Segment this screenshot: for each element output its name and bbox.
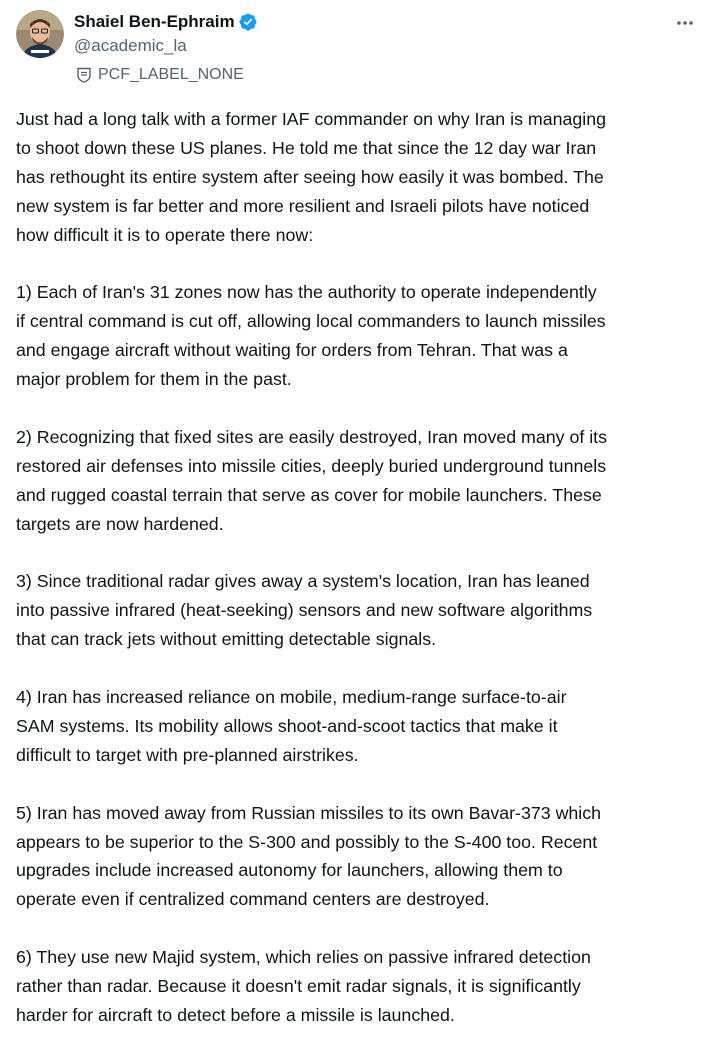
text-line: restored air defenses into missile cities, deeply buried underground tunnels xyxy=(16,455,607,476)
text-line: appears to be superior to the S-300 and possibly to the S-400 too. Recent xyxy=(16,831,598,852)
verified-badge-icon xyxy=(238,12,258,32)
text-line: targets are now hardened. xyxy=(16,513,224,534)
text-line: upgrades include increased autonomy for launchers, allowing them to xyxy=(16,860,563,881)
text-line: new system is far better and more resilient and Israeli pilots have noticed xyxy=(16,195,590,216)
label-shield-icon xyxy=(76,67,92,83)
account-label-text: PCF_LABEL_NONE xyxy=(98,66,244,83)
author-name-row[interactable] xyxy=(74,11,258,33)
text-line: harder for aircraft to detect before a missile is launched. xyxy=(16,1005,455,1025)
text-line: major problem for them in the past. xyxy=(16,369,292,390)
tweet-paragraph-intro xyxy=(16,105,700,250)
text-line: to shoot down these US planes. He told me that since the 12 day war Iran xyxy=(16,137,597,158)
more-options-button[interactable] xyxy=(668,10,702,36)
tweet-paragraph-point-5 xyxy=(16,799,700,915)
tweet-paragraph-point-6 xyxy=(16,943,700,1030)
tweet-paragraph-point-3 xyxy=(16,567,700,654)
text-line: how difficult it is to operate there now: xyxy=(16,224,314,245)
more-options-icon xyxy=(676,20,694,26)
text-line: 3) Since traditional radar gives away a system's location, Iran has leaned xyxy=(16,571,590,592)
text-line: difficult to target with pre-planned airstrikes. xyxy=(16,744,359,765)
text-line: that can track jets without emitting detectable signals. xyxy=(16,629,437,650)
tweet-paragraph-point-1 xyxy=(16,278,700,394)
text-line: and rugged coastal terrain that serve as cover for mobile launchers. These xyxy=(16,484,602,505)
text-line: and engage aircraft without waiting for orders from Tehran. That was a xyxy=(16,340,568,361)
text-line: 4) Iran has increased reliance on mobile, medium-range surface-to-air xyxy=(16,687,567,708)
author-handle[interactable]: @academic_la xyxy=(74,36,187,55)
tweet-paragraph-point-2 xyxy=(16,423,700,539)
author-avatar[interactable] xyxy=(16,10,64,58)
text-line: 6) They use new Majid system, which relies on passive infrared detection xyxy=(16,947,591,968)
text-line: 5) Iran has moved away from Russian missiles to its own Bavar-373 which xyxy=(16,802,602,823)
author-display-name[interactable]: Shaiel Ben-Ephraim xyxy=(74,12,235,31)
text-line: has rethought its entire system after seeing how easily it was bombed. The xyxy=(16,166,604,187)
tweet-paragraph-point-4 xyxy=(16,683,700,770)
text-line: 1) Each of Iran's 31 zones now has the authority to operate independently xyxy=(16,282,597,303)
avatar-photo-icon xyxy=(16,10,64,58)
tweet-text xyxy=(16,105,700,1030)
text-line: rather than radar. Because it doesn't emit radar signals, it is significantly xyxy=(16,976,581,997)
text-line: if central command is cut off, allowing local commanders to launch missiles xyxy=(16,311,606,332)
text-line: 2) Recognizing that fixed sites are easily destroyed, Iran moved many of its xyxy=(16,426,608,447)
text-line: into passive infrared (heat-seeking) sensors and new software algorithms xyxy=(16,600,593,621)
text-line: Just had a long talk with a former IAF commander on why Iran is managing xyxy=(16,109,607,129)
text-line: SAM systems. Its mobility allows shoot-and-scoot tactics that make it xyxy=(16,715,558,736)
text-line: operate even if centralized command centers are destroyed. xyxy=(16,889,490,910)
account-label xyxy=(76,64,244,86)
